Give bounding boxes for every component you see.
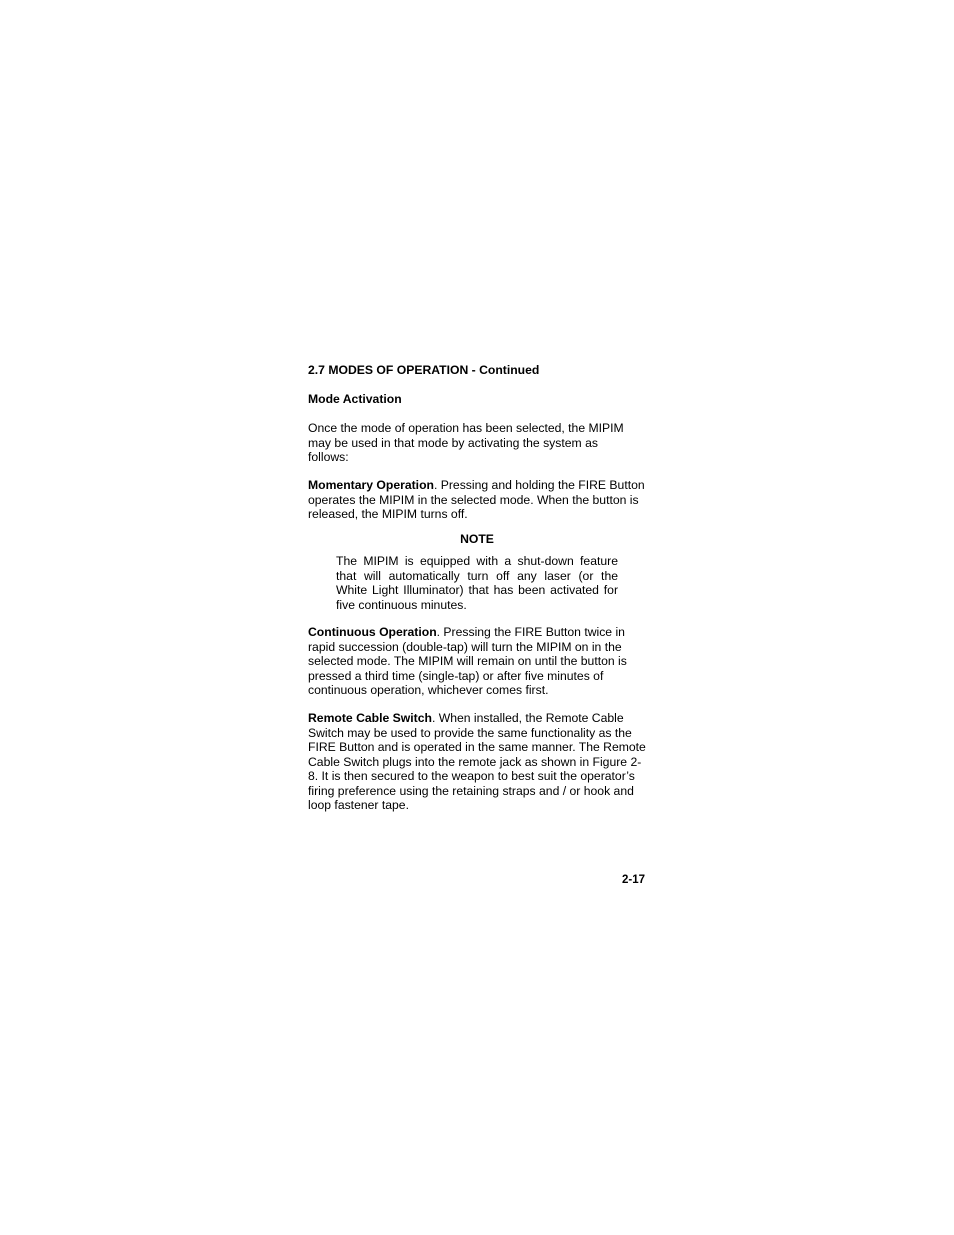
remote-cable-switch-title: Remote Cable Switch	[308, 711, 432, 725]
subsection-heading: Mode Activation	[308, 392, 402, 406]
continuous-operation-title: Continuous Operation	[308, 625, 437, 639]
remote-cable-switch-text: . When installed, the Remote Cable Switch may be used to provide the same functionality as the FIRE Button and is operated in the same manner. The Remote Cable Switch plugs into the remote jack as shown in Figure 2-8. It is then secured to the weapon to best suit the operator’s firing preference using the retaining straps and / or hook and loop fastener tape.	[308, 711, 646, 812]
section-heading: 2.7 MODES OF OPERATION - Continued	[308, 363, 540, 377]
continuous-operation-text: . Pressing the FIRE Button twice in rapid succession (double-tap) will turn the MIPIM on in the selected mode. The MIPIM will remain on until the button is pressed a third time (single-tap) or after five minutes of continuous operation, whichever comes first.	[308, 625, 627, 697]
intro-paragraph: Once the mode of operation has been selected, the MIPIM may be used in that mode by activating the system as follows:	[308, 421, 624, 464]
momentary-operation-text: . Pressing and holding the FIRE Button operates the MIPIM in the selected mode. When the button is released, the MIPIM turns off.	[308, 478, 645, 521]
note-body: The MIPIM is equipped with a shut-down feature that will automatically turn off any laser (or the White Light Illuminator) that has been activated for five continuous minutes.	[336, 554, 618, 612]
remote-cable-switch-paragraph	[308, 711, 648, 813]
momentary-operation-title: Momentary Operation	[308, 478, 434, 492]
note-title: NOTE	[460, 532, 494, 546]
page-number: 2-17	[621, 874, 645, 886]
momentary-operation-paragraph	[308, 478, 648, 522]
continuous-operation-paragraph	[308, 625, 648, 698]
